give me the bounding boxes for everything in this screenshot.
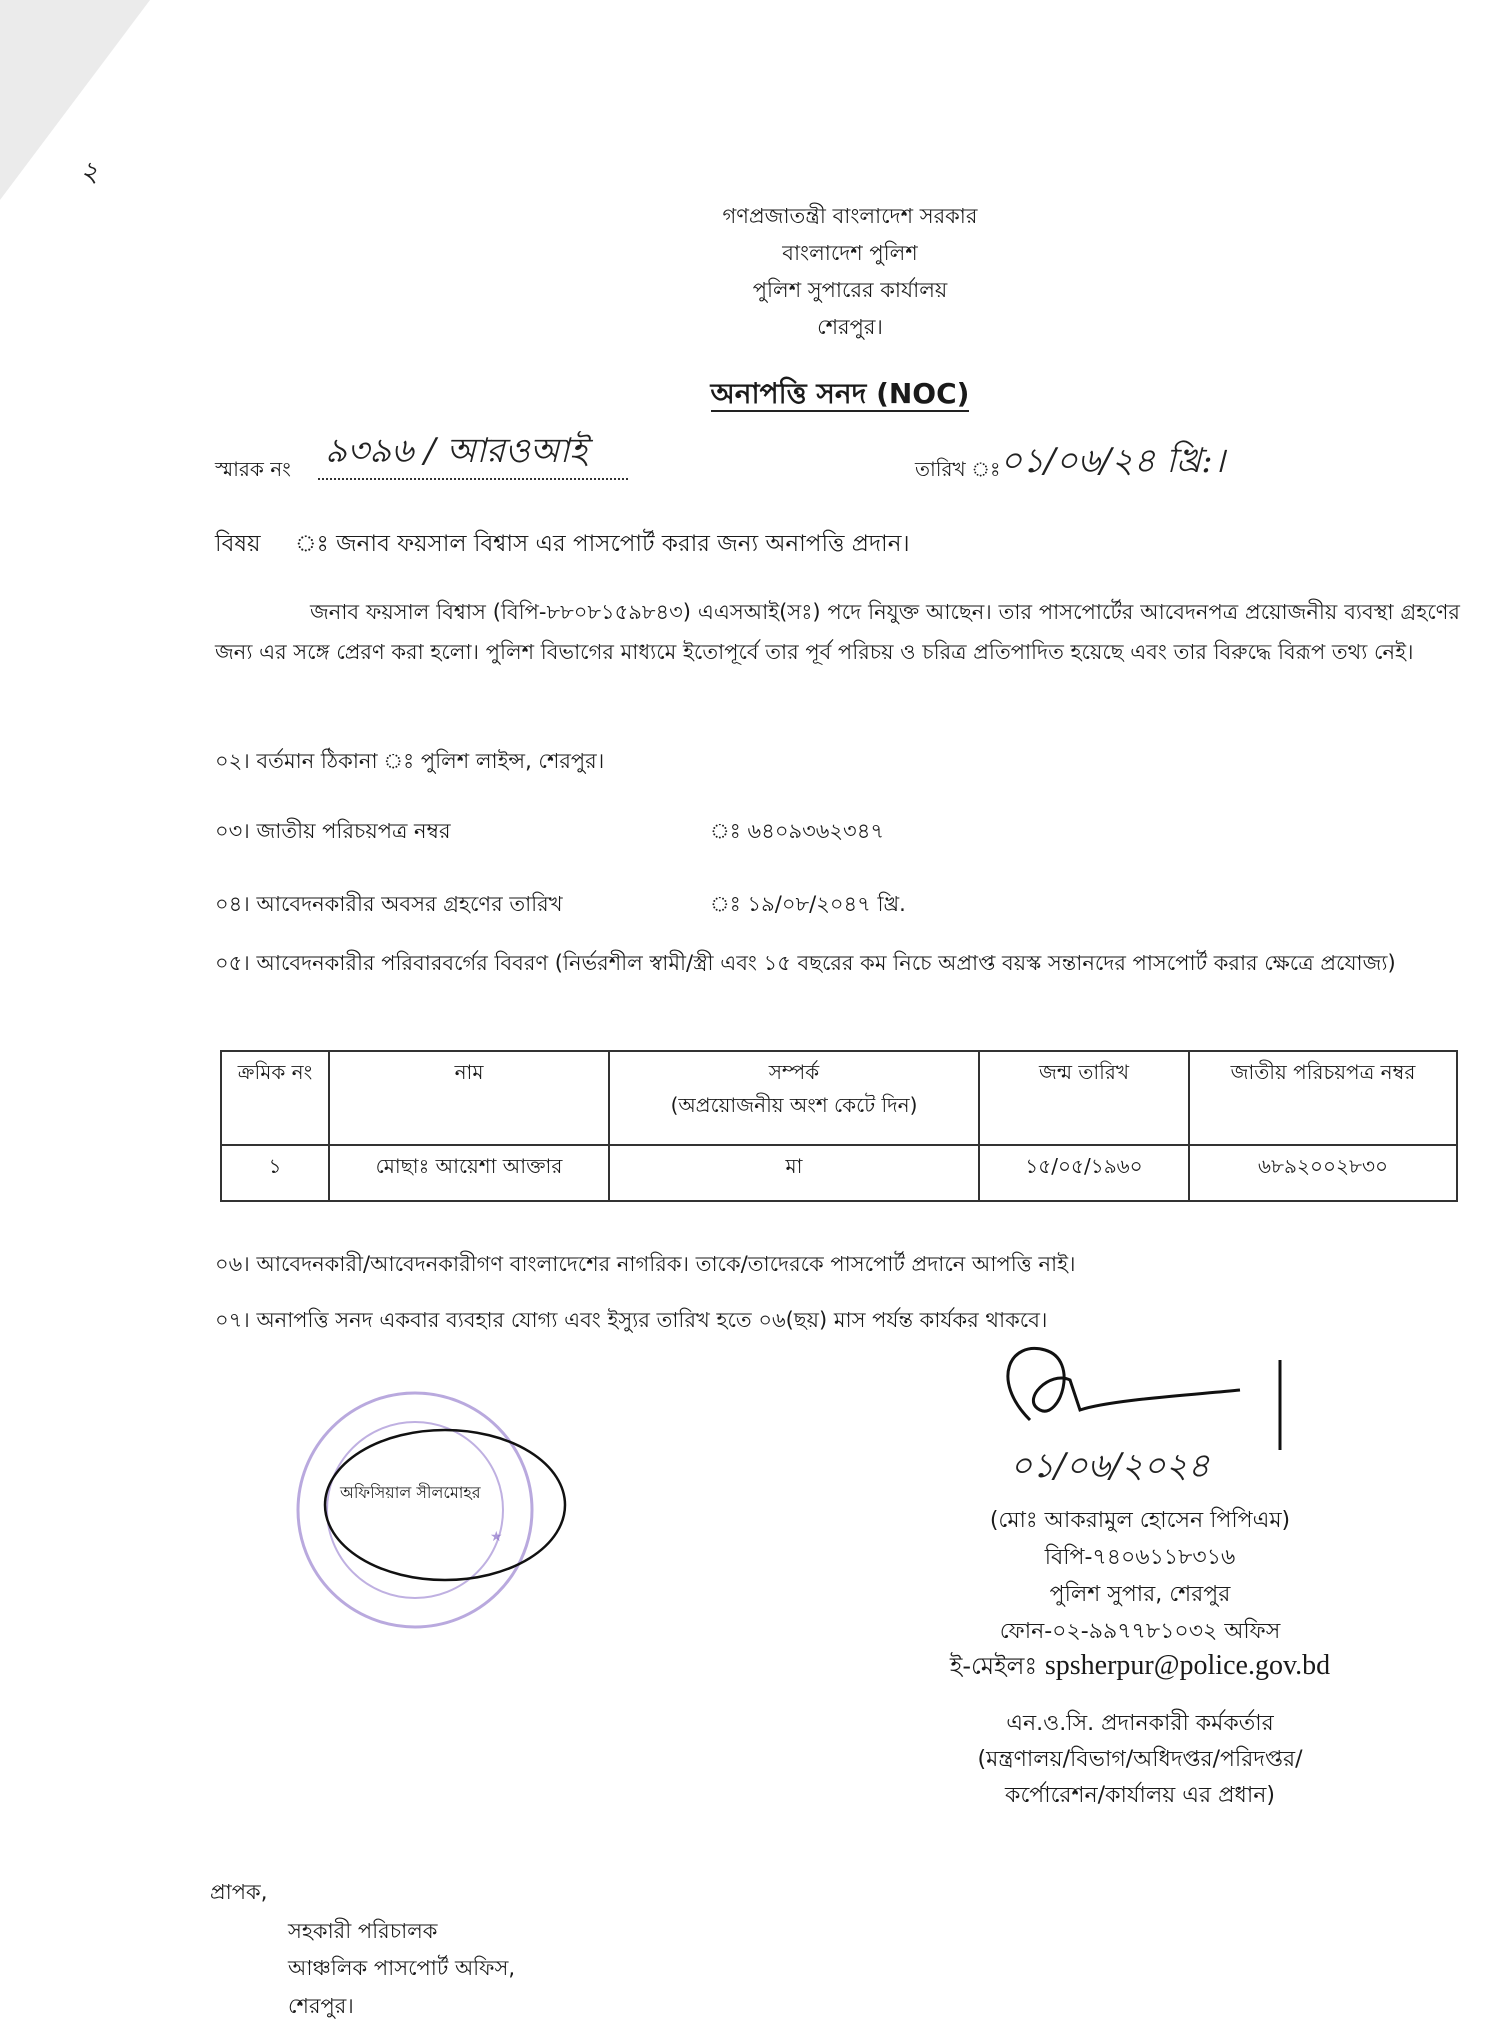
date-label: তারিখ ঃ	[915, 457, 1001, 481]
email-label: ই-মেইলঃ	[949, 1652, 1038, 1680]
item-07-validity: ০৭। অনাপত্তি সনদ একবার ব্যবহার যোগ্য এবং ইস্যুর তারিখ হতে ০৬(ছয়) মাস পর্যন্ত কার্যকর থাকবে।	[215, 1308, 1048, 1332]
role-line-1: এন.ও.সি. প্রদানকারী কর্মকর্তার	[1006, 1711, 1274, 1736]
email-address: spsherpur@police.gov.bd	[1044, 1650, 1331, 1681]
memo-number-handwritten: ৯৩৯৬ / আরওআই	[325, 431, 588, 471]
svg-text:★: ★	[490, 1529, 503, 1545]
seal-label: অফিসিয়াল সীলমোহর	[340, 1483, 481, 1502]
officer-name: (মোঃ আকরামুল হোসেন পিপিএম)	[989, 1508, 1291, 1533]
item-03-label: ০৩। জাতীয় পরিচয়পত্র নম্বর	[215, 819, 451, 843]
seal-stamp-icon	[270, 1385, 580, 1645]
item-05-family-details: ০৫। আবেদনকারীর পরিবারবর্গের বিবরণ (নির্ভরশীল স্বামী/স্ত্রী এবং ১৫ বছরের কম নিচে অপ্রাপ্ত বয়স্ক সন্তানদের পাসপোর্ট করার ক্ষেত্রে প্রযোজ্য)	[215, 951, 1396, 975]
subject-text: ঃ জনাব ফয়সাল বিশ্বাস এর পাসপোর্ট করার জন্য অনাপত্তি প্রদান।	[295, 531, 910, 557]
header-relation	[609, 1051, 979, 1145]
recipient-line-1: সহকারী পরিচালক	[288, 1919, 438, 1943]
scan-corner-fold	[0, 0, 150, 200]
cell-nid: ৬৮৯২০০২৮৩০	[1189, 1145, 1457, 1201]
header-line-government: গণপ্রজাতন্ত্রী বাংলাদেশ সরকার	[722, 204, 978, 228]
cell-relation: মা	[609, 1145, 979, 1201]
header-name: নাম	[329, 1051, 609, 1145]
header-line-police: বাংলাদেশ পুলিশ	[782, 241, 918, 265]
header-relation-label: সম্পর্ক	[768, 1060, 820, 1084]
table-header-row	[221, 1051, 1457, 1145]
subject-label: বিষয়	[215, 531, 261, 557]
item-02-address: ০২। বর্তমান ঠিকানা ঃ পুলিশ লাইন্স, শেরপুর।	[215, 749, 605, 773]
document-title	[540, 372, 1140, 419]
page-number-mark: ২	[80, 155, 99, 188]
item-04-label: ০৪। আবেদনকারীর অবসর গ্রহণের তারিখ	[215, 892, 563, 916]
cell-serial: ১	[221, 1145, 329, 1201]
officer-email-line	[880, 1648, 1400, 1688]
header-serial: ক্রমিক নং	[221, 1051, 329, 1145]
header-line-office: পুলিশ সুপারের কার্যালয়	[752, 278, 948, 302]
header-birth-date: জন্ম তারিখ	[979, 1051, 1189, 1145]
header-relation-note: (অপ্রয়োজনীয় অংশ কেটে দিন)	[670, 1093, 918, 1117]
item-03-nid-value: ঃ ৬৪০৯৩৬২৩৪৭	[710, 819, 884, 843]
header-nid: জাতীয় পরিচয়পত্র নম্বর	[1189, 1051, 1457, 1145]
role-line-2: (মন্ত্রণালয়/বিভাগ/অধিদপ্তর/পরিদপ্তর/	[977, 1747, 1303, 1772]
officer-phone: ফোন-০২-৯৯৭৭৮১০৩২ অফিস	[999, 1619, 1281, 1644]
recipient-line-2: আঞ্চলিক পাসপোর্ট অফিস,	[288, 1956, 516, 1980]
family-table	[220, 1050, 1458, 1202]
table-row	[221, 1145, 1457, 1201]
item-04-retirement-date: ঃ ১৯/০৮/২০৪৭ খ্রি.	[710, 892, 906, 916]
header-line-district: শেরপুর।	[817, 315, 883, 339]
recipient-label: প্রাপক,	[210, 1880, 268, 1904]
date-handwritten: ০১/০৬/২৪ খ্রি:।	[1000, 441, 1225, 481]
title-text: অনাপত্তি সনদ (NOC)	[710, 377, 970, 410]
body-paragraph: জনাব ফয়সাল বিশ্বাস (বিপি-৮৮০৮১৫৯৮৪৩) এএসআই(সঃ) পদে নিযুক্ত আছেন। তার পাসপোর্টের আবেদনপত্র প্রয়োজনীয় ব্যবস্থা গ্রহণের জন্য এর সঙ্গে প্রেরণ করা হলো। পুলিশ বিভাগের মাধ্যমে ইতোপূর্বে তার পূর্ব পরিচয় ও চরিত্র প্রতিপাদিত হয়েছে এবং তার বিরুদ্ধে বিরূপ তথ্য নেই।	[215, 600, 1460, 664]
item-06-citizenship: ০৬। আবেদনকারী/আবেদনকারীগণ বাংলাদেশের নাগরিক। তাকে/তাদেরকে পাসপোর্ট প্রদানে আপত্তি নাই।	[215, 1252, 1076, 1276]
cell-birth-date: ১৫/০৫/১৯৬০	[979, 1145, 1189, 1201]
role-line-3: কর্পোরেশন/কার্যালয় এর প্রধান)	[1005, 1783, 1275, 1808]
signature-date-handwritten: ০১/০৬/২০২৪	[1010, 1446, 1210, 1486]
officer-designation: পুলিশ সুপার, শেরপুর	[1049, 1582, 1231, 1607]
officer-bp-number: বিপি-৭৪০৬১১৮৩১৬	[1044, 1545, 1236, 1570]
memo-number-label: স্মারক নং	[215, 457, 291, 481]
recipient-line-3: শেরপুর।	[288, 1994, 354, 2018]
cell-name: মোছাঃ আয়েশা আক্তার	[329, 1145, 609, 1201]
